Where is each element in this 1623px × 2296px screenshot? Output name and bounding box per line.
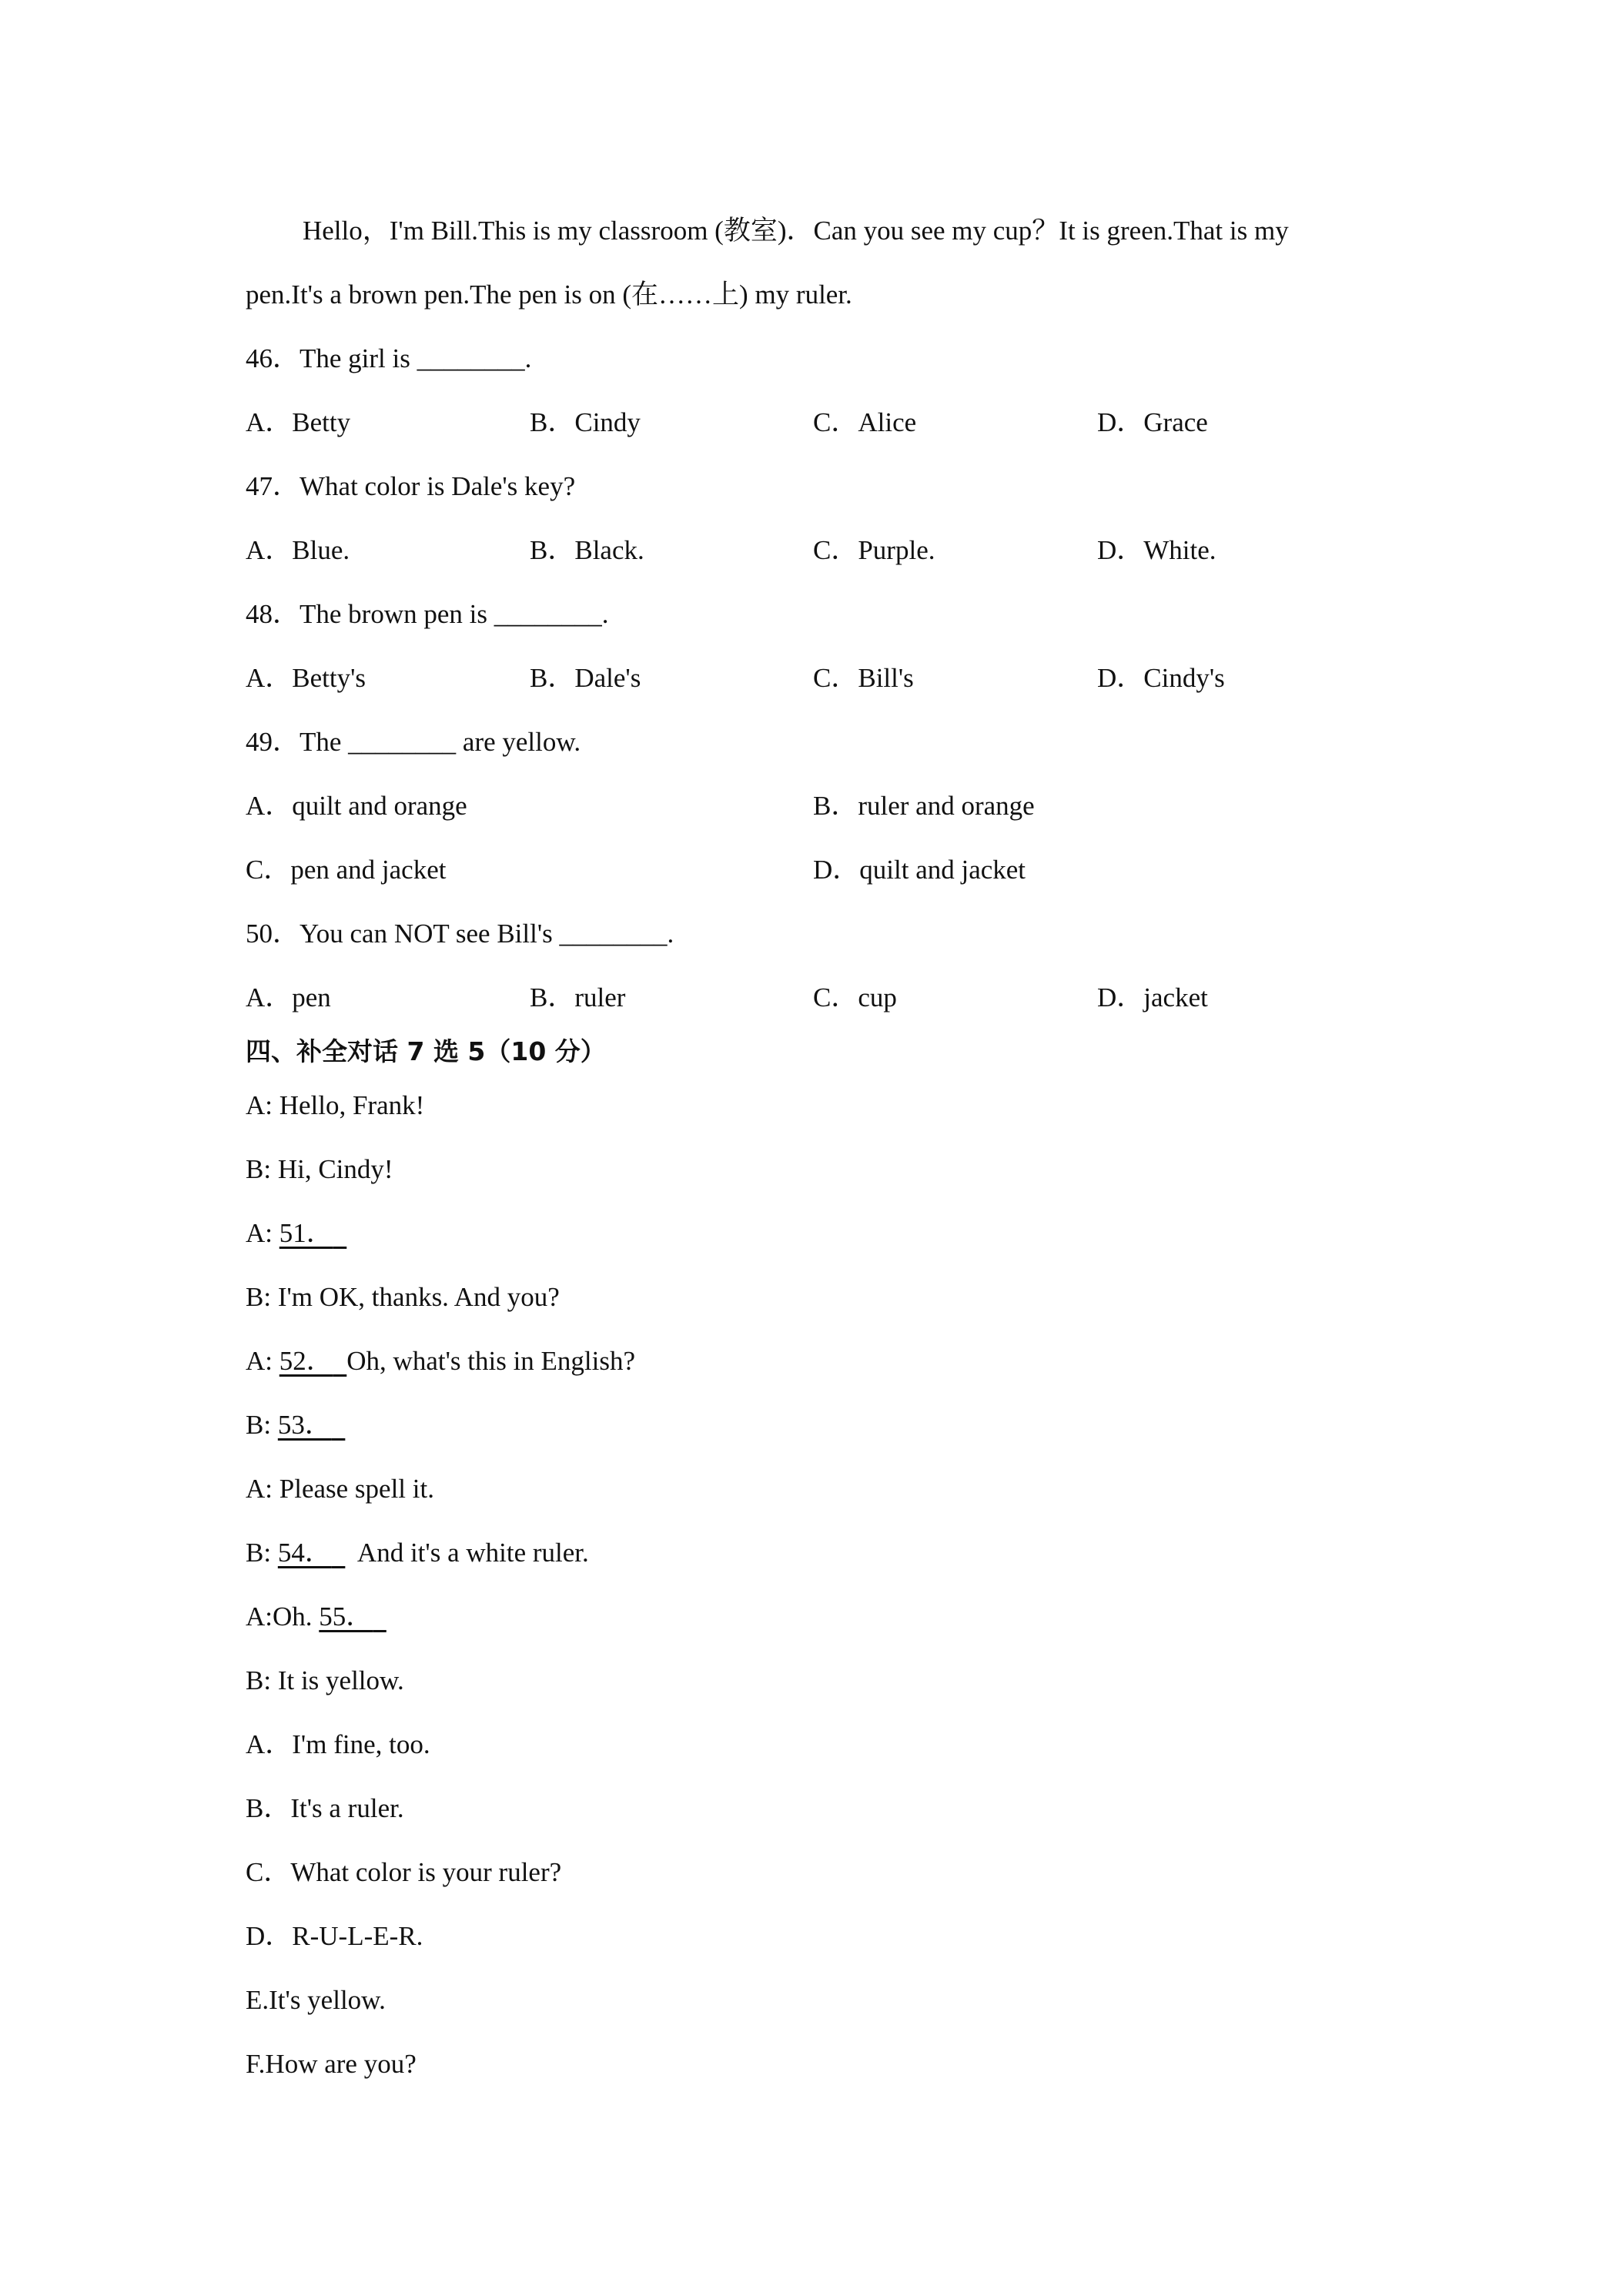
question-50-option-a[interactable]: A．pen (246, 982, 331, 1012)
question-47-stem: 47．What color is Dale's key? (246, 471, 576, 501)
dialogue-line-6 (246, 1408, 345, 1442)
question-47-option-a[interactable]: A．Blue. (246, 535, 350, 565)
speaker-label: B: (246, 1538, 278, 1568)
passage-line-2: pen.It's a brown pen.The pen is on (在……上) my ruler. (246, 279, 852, 310)
dialogue-text: And it's a white ruler. (345, 1538, 589, 1568)
question-49-option-d[interactable]: D．quilt and jacket (813, 855, 1026, 885)
answer-blank-52[interactable]: 52． (279, 1346, 333, 1376)
question-48-option-a[interactable]: A．Betty's (246, 663, 366, 693)
speaker-label: A:Oh. (246, 1602, 320, 1632)
question-47-option-c[interactable]: C．Purple. (813, 535, 935, 565)
choice-b: B．It's a ruler. (246, 1793, 404, 1823)
dialogue-line-5 (246, 1344, 635, 1378)
question-46-option-d[interactable]: D．Grace (1097, 407, 1208, 437)
question-47-option-b[interactable]: B．Black. (530, 535, 644, 565)
speaker-label: A: (246, 1218, 279, 1248)
blank-underline (373, 1602, 387, 1632)
blank-underline (332, 1538, 346, 1568)
dialogue-line-4: B: I'm OK, thanks. And you? (246, 1282, 560, 1312)
blank-underline (332, 1410, 346, 1440)
question-48-option-b[interactable]: B．Dale's (530, 663, 641, 693)
dialogue-line-3 (246, 1217, 346, 1250)
question-50-option-c[interactable]: C．cup (813, 982, 897, 1012)
question-50-option-d[interactable]: D．jacket (1097, 982, 1208, 1012)
question-46-option-a[interactable]: A．Betty (246, 407, 351, 437)
question-49-option-b[interactable]: B．ruler and orange (813, 791, 1035, 821)
section-heading: 四、补全对话 7 选 5（10 分） (246, 1036, 606, 1066)
dialogue-text: Oh, what's this in English? (346, 1346, 636, 1376)
choice-f: F.How are you? (246, 2049, 417, 2079)
choice-a: A．I'm fine, too. (246, 1729, 430, 1759)
dialogue-line-7: A: Please spell it. (246, 1474, 434, 1504)
dialogue-line-10: B: It is yellow. (246, 1665, 404, 1695)
dialogue-line-1: A: Hello, Frank! (246, 1090, 425, 1120)
answer-blank-53[interactable]: 53． (277, 1410, 332, 1440)
question-49-option-c[interactable]: C．pen and jacket (246, 855, 447, 885)
choice-c: C．What color is your ruler? (246, 1857, 562, 1887)
question-50-stem: 50．You can NOT see Bill's ________. (246, 919, 674, 949)
question-50-option-b[interactable]: B．ruler (530, 982, 626, 1012)
dialogue-line-9 (246, 1600, 387, 1634)
question-48-option-c[interactable]: C．Bill's (813, 663, 914, 693)
choice-e: E.It's yellow. (246, 1985, 386, 2015)
dialogue-line-8 (246, 1536, 589, 1570)
question-46-option-c[interactable]: C．Alice (813, 407, 917, 437)
speaker-label: A: (246, 1346, 279, 1376)
answer-blank-55[interactable]: 55． (319, 1602, 373, 1632)
question-49-stem: 49．The ________ are yellow. (246, 727, 581, 757)
answer-blank-54[interactable]: 54． (277, 1538, 332, 1568)
choice-d: D．R-U-L-E-R. (246, 1921, 423, 1951)
question-46-option-b[interactable]: B．Cindy (530, 407, 641, 437)
question-48-option-d[interactable]: D．Cindy's (1097, 663, 1225, 693)
answer-blank-51[interactable]: 51． (279, 1218, 333, 1248)
speaker-label: B: (246, 1410, 278, 1440)
blank-underline (333, 1346, 347, 1376)
question-46-stem: 46．The girl is ________. (246, 343, 532, 373)
blank-underline (333, 1218, 347, 1248)
question-48-stem: 48．The brown pen is ________. (246, 599, 609, 629)
question-47-option-d[interactable]: D．White. (1097, 535, 1216, 565)
dialogue-line-2: B: Hi, Cindy! (246, 1154, 393, 1184)
question-49-option-a[interactable]: A．quilt and orange (246, 791, 467, 821)
passage-line-1: Hello，I'm Bill.This is my classroom (教室)．Can you see my cup？It is green.That is my (303, 216, 1289, 246)
